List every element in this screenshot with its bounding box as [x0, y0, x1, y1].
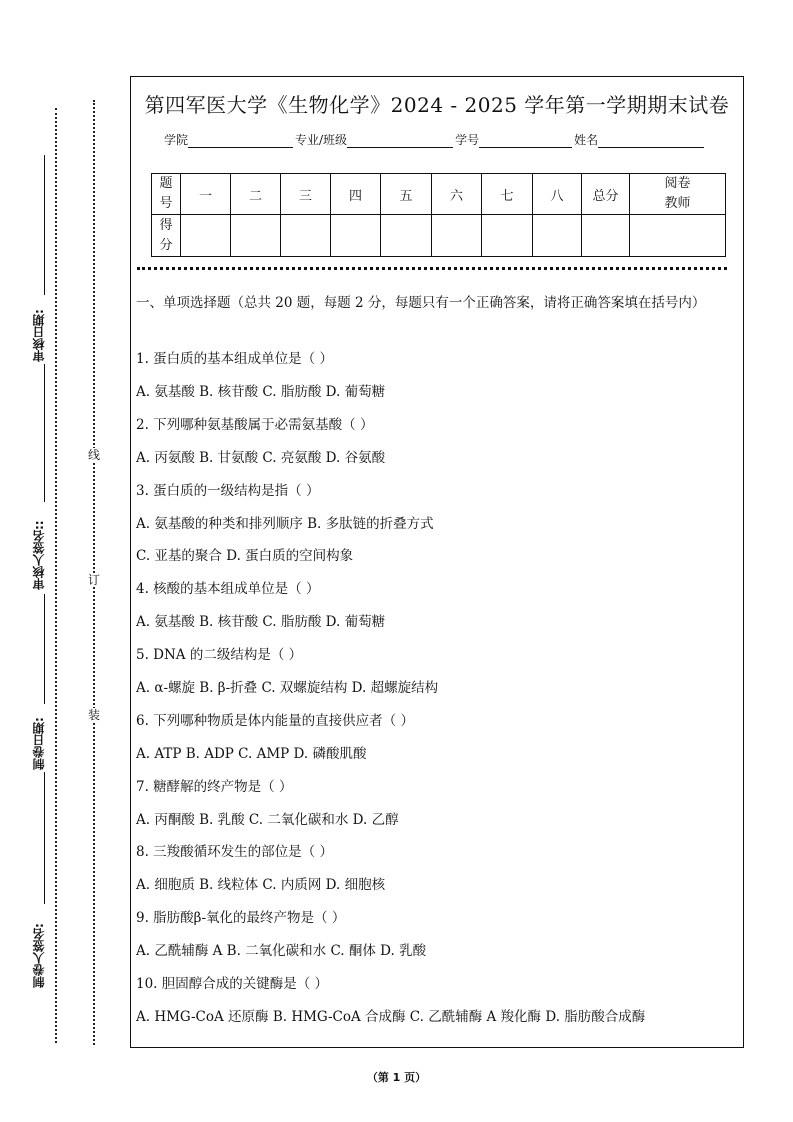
student-info-row — [164, 131, 706, 148]
question-2: 2. 下列哪种氨基酸属于必需氨基酸（ ） — [136, 417, 374, 433]
question-8-options: A. 细胞质 B. 线粒体 C. 内质网 D. 细胞核 — [136, 877, 386, 893]
question-8: 8. 三羧酸循环发生的部位是（ ） — [136, 844, 333, 860]
column-total: 总分 — [582, 174, 630, 215]
score-cell[interactable] — [181, 215, 231, 257]
column-6: 六 — [432, 174, 482, 215]
name-blank[interactable] — [598, 135, 704, 148]
column-5: 五 — [381, 174, 432, 215]
column-3: 三 — [281, 174, 331, 215]
score-table-header-row — [152, 174, 726, 215]
student-id-blank[interactable] — [479, 135, 572, 148]
page-number: （第 1 页） — [366, 1071, 427, 1084]
section-heading: 一、单项选择题（总共 20 题，每题 2 分，每题只有一个正确答案，请将正确答案填在括号内） — [136, 295, 706, 311]
question-6: 6. 下列哪种物质是体内能量的直接供应者（ ） — [136, 713, 414, 729]
question-3-options: C. 亚基的聚合 D. 蛋白质的空间构象 — [136, 548, 354, 564]
question-9-options: A. 乙酰辅酶 A B. 二氧化碳和水 C. 酮体 D. 乳酸 — [136, 943, 427, 959]
score-label: 得分 — [152, 215, 181, 257]
question-1: 1. 蛋白质的基本组成单位是（ ） — [136, 351, 333, 367]
question-1-options: A. 氨基酸 B. 核苷酸 C. 脂肪酸 D. 葡萄糖 — [136, 384, 386, 400]
reviewer-signature-label: 审核人签名:: — [32, 520, 46, 590]
question-number-label: 题号 — [152, 174, 181, 215]
score-table-score-row — [152, 215, 726, 257]
column-8: 八 — [533, 174, 582, 215]
question-9: 9. 脂肪酸β-氧化的最终产物是（ ） — [136, 910, 346, 926]
question-4: 4. 核酸的基本组成单位是（ ） — [136, 581, 320, 597]
college-blank[interactable] — [188, 135, 293, 148]
column-7: 七 — [482, 174, 533, 215]
grader-label: 阅卷教师 — [630, 174, 726, 215]
question-10-options: A. HMG-CoA 还原酶 B. HMG-CoA 合成酶 C. 乙酰辅酶 A 羧化酶 D. 脂肪酸合成酶 — [136, 1009, 646, 1025]
column-2: 二 — [231, 174, 281, 215]
question-10: 10. 胆固醇合成的关键酶是（ ） — [136, 976, 329, 992]
college-label: 学院 — [164, 133, 189, 147]
question-3: 3. 蛋白质的一级结构是指（ ） — [136, 483, 320, 499]
compile-date-line — [44, 594, 45, 704]
question-5-options: A. α-螺旋 B. β-折叠 C. 双螺旋结构 D. 超螺旋结构 — [136, 680, 439, 696]
score-table — [151, 173, 726, 257]
exam-title: 第四军医大学《生物化学》2024 - 2025 学年第一学期期末试卷 — [144, 93, 730, 117]
question-6-options: A. ATP B. ADP C. AMP D. 磷酸肌酸 — [136, 746, 367, 762]
question-4-options: A. 氨基酸 B. 核苷酸 C. 脂肪酸 D. 葡萄糖 — [136, 614, 386, 630]
compiler-signature-label: 制卷人签名: — [32, 923, 46, 988]
name-label: 姓名 — [574, 133, 599, 147]
binding-word-bind: 装 — [87, 708, 100, 722]
review-date-label: 审核日期: — [32, 309, 46, 362]
reviewer-signature-line — [44, 364, 45, 502]
compile-date-label: 制卷日期: — [32, 717, 46, 770]
question-3-options: A. 氨基酸的种类和排列顺序 B. 多肽链的折叠方式 — [136, 516, 434, 532]
score-cell-total[interactable] — [582, 215, 630, 257]
grader-cell[interactable] — [630, 215, 726, 257]
score-cell[interactable] — [381, 215, 432, 257]
question-5: 5. DNA 的二级结构是（ ） — [136, 647, 303, 663]
column-1: 一 — [181, 174, 231, 215]
column-4: 四 — [331, 174, 381, 215]
binding-word-staple: 订 — [87, 573, 100, 587]
score-cell[interactable] — [231, 215, 281, 257]
binding-word-line: 线 — [87, 448, 100, 462]
score-cell[interactable] — [331, 215, 381, 257]
score-cell[interactable] — [533, 215, 582, 257]
score-cell[interactable] — [432, 215, 482, 257]
compiler-signature-line — [44, 772, 45, 904]
question-7-options: A. 丙酮酸 B. 乳酸 C. 二氧化碳和水 D. 乙醇 — [136, 812, 399, 828]
score-cell[interactable] — [281, 215, 331, 257]
question-2-options: A. 丙氨酸 B. 甘氨酸 C. 亮氨酸 D. 谷氨酸 — [136, 450, 386, 466]
exam-frame — [130, 76, 744, 1048]
score-cell[interactable] — [482, 215, 533, 257]
review-date-line — [44, 155, 45, 295]
major-class-blank[interactable] — [347, 135, 453, 148]
major-class-label: 专业/班级 — [295, 133, 348, 147]
outer-dotted-line — [55, 108, 57, 1043]
question-7: 7. 糖酵解的终产物是（ ） — [136, 779, 293, 795]
header-separator — [137, 267, 727, 270]
student-id-label: 学号 — [455, 133, 480, 147]
